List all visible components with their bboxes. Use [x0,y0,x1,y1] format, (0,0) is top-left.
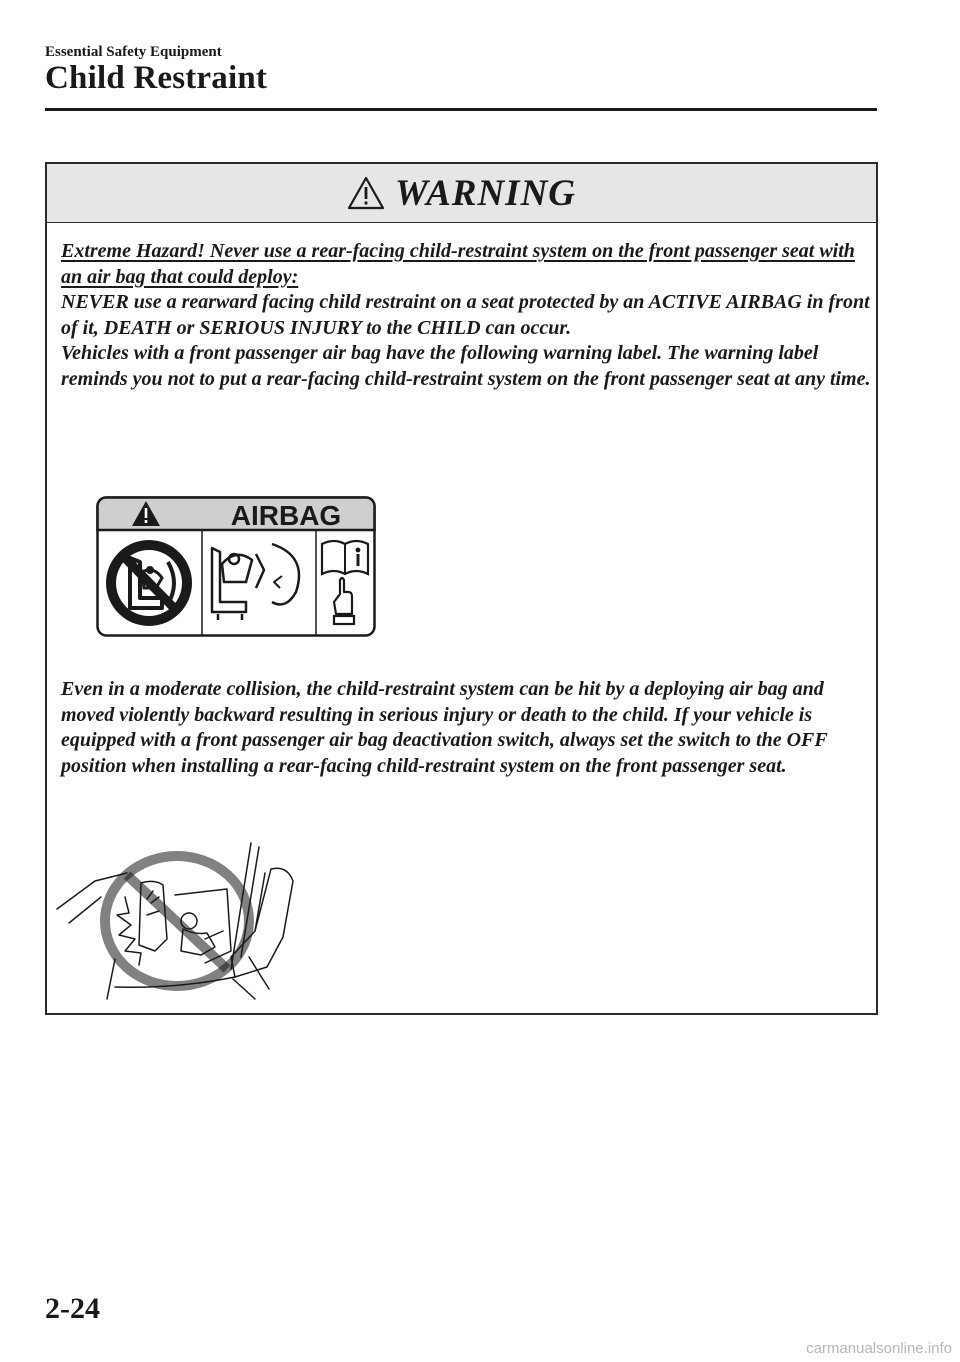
warning-box [45,162,878,1015]
warning-paragraph-1 [61,239,871,392]
warning-label-line: Vehicles with a front passenger air bag have the following warning label. The warning label reminds you not to put a rear-facing child-restraint system on the front passenger seat at any time. [61,342,871,390]
airbag-warning-label [96,496,376,637]
airbag-label-text: AIRBAG [230,500,342,531]
section-label: Essential Safety Equipment [45,44,222,60]
warning-paragraph-2: Even in a moderate collision, the child-restraint system can be hit by a deploying air bag and moved violently backward resulting in serious injury or death to the child. If your vehicle is equipped with a front passenger air bag deactivation switch, always set the switch to the OFF position when installing a rear-facing child-restraint system on the front passenger seat. [61,678,828,777]
warning-intro: Extreme Hazard! Never use a rear-facing child-restraint system on the front passenger seat with an air bag that could deploy: [61,240,855,288]
warning-caps-line: NEVER use a rearward facing child restraint on a seat protected by an ACTIVE AIRBAG in front of it, DEATH or SERIOUS INJURY to the CHILD can occur. [61,291,870,339]
title-rule [45,108,877,111]
collision-illustration [55,839,300,1001]
warning-header [47,164,876,223]
warning-title: WARNING [394,172,577,214]
page-number: 2-24 [45,1292,100,1325]
no-rear-facing-seat-icon [106,540,192,626]
page-title: Child Restraint [45,60,268,96]
warning-triangle-icon [347,176,385,210]
watermark: carmanualsonline.info [806,1340,952,1357]
